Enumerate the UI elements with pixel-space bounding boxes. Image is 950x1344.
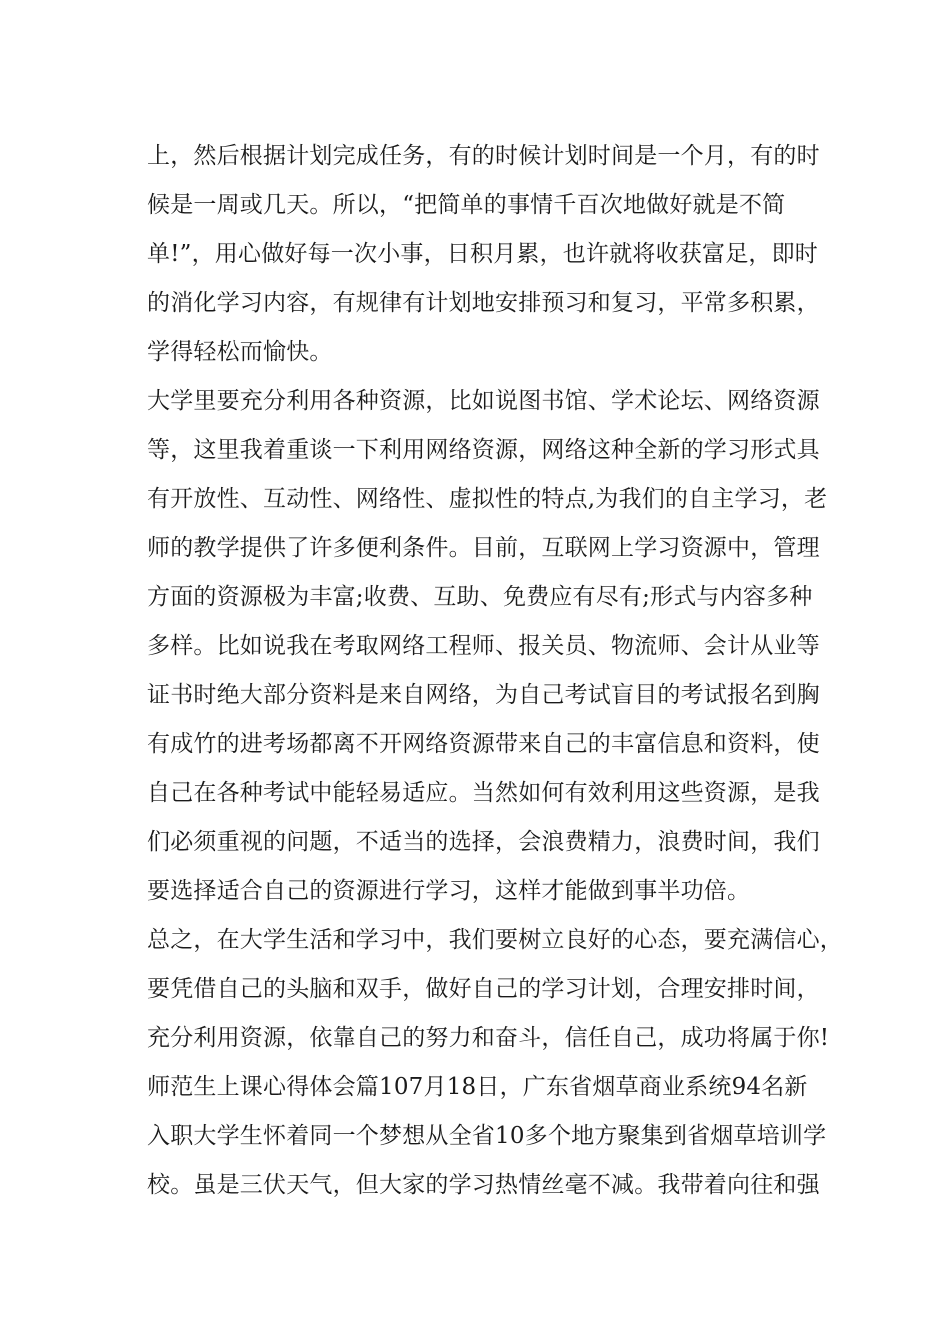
text-line: 们必须重视的问题，不适当的选择，会浪费精力，浪费时间，我们 — [147, 829, 820, 855]
text-line: 学得轻松而愉快。 — [147, 339, 333, 365]
text-line: 候是一周或几天。所以，“把简单的事情千百次地做好就是不简 — [147, 192, 786, 218]
text-line: 单!”，用心做好每一次小事，日积月累，也许就将收获富足，即时 — [147, 241, 819, 267]
text-line: 证书时绝大部分资料是来自网络，为自己考试盲目的考试报名到胸 — [147, 682, 820, 708]
text-line: 有开放性、互动性、网络性、虚拟性的特点,为我们的自主学习，老 — [147, 486, 828, 512]
text-line: 师范生上课心得体会篇107月18日，广东省烟草商业系统94名新 — [147, 1074, 808, 1100]
text-line: 的消化学习内容，有规律有计划地安排预习和复习，平常多积累， — [147, 290, 820, 316]
text-line: 多样。比如说我在考取网络工程师、报关员、物流师、会计从业等 — [147, 633, 820, 659]
text-line: 自己在各种考试中能轻易适应。当然如何有效利用这些资源，是我 — [147, 780, 820, 806]
text-line: 方面的资源极为丰富;收费、互助、免费应有尽有;形式与内容多种 — [147, 584, 813, 610]
text-line: 入职大学生怀着同一个梦想从全省10多个地方聚集到省烟草培训学 — [147, 1123, 827, 1149]
text-line: 师的教学提供了许多便利条件。目前，互联网上学习资源中，管理 — [147, 535, 820, 561]
text-line: 校。虽是三伏天气，但大家的学习热情丝毫不减。我带着向往和强 — [147, 1172, 820, 1198]
text-line: 大学里要充分利用各种资源，比如说图书馆、学术论坛、网络资源 — [147, 388, 820, 414]
text-line: 要选择适合自己的资源进行学习，这样才能做到事半功倍。 — [147, 878, 751, 904]
text-line: 等，这里我着重谈一下利用网络资源，网络这种全新的学习形式具 — [147, 437, 820, 463]
text-line: 充分利用资源，依靠自己的努力和奋斗，信任自己，成功将属于你! — [147, 1025, 830, 1051]
body-text — [147, 132, 847, 1210]
text-line: 总之，在大学生活和学习中，我们要树立良好的心态，要充满信心， — [147, 927, 843, 953]
text-line: 要凭借自己的头脑和双手，做好自己的学习计划，合理安排时间， — [147, 976, 820, 1002]
text-line: 上，然后根据计划完成任务，有的时候计划时间是一个月，有的时 — [147, 143, 820, 169]
text-line: 有成竹的进考场都离不开网络资源带来自己的丰富信息和资料，使 — [147, 731, 820, 757]
